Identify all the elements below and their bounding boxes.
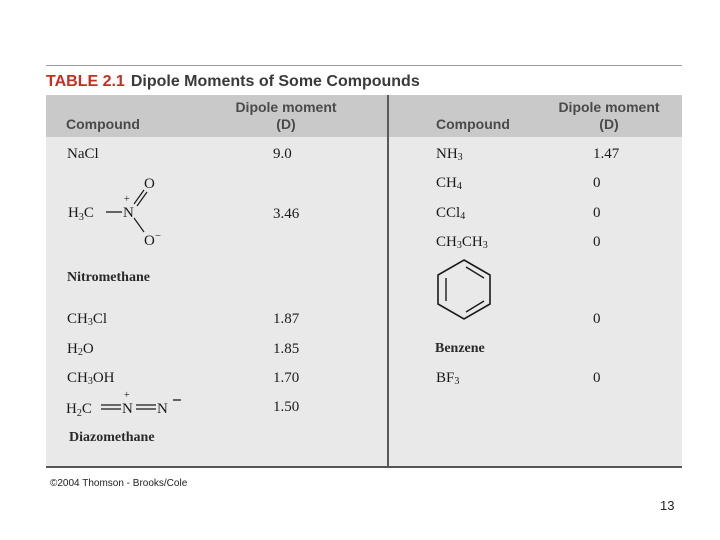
- table-caption: Dipole Moments of Some Compounds: [130, 73, 420, 90]
- table-header: [46, 95, 682, 137]
- name-nitromethane: Nitromethane: [67, 270, 150, 285]
- dipole-benzene: 0: [593, 311, 601, 327]
- compound-ch3cl: $CH_3Cl$: [67, 311, 108, 328]
- dipole-ch3cl: 1.87: [273, 311, 300, 327]
- svg-text:+: +: [124, 390, 130, 401]
- svg-text:N: N: [122, 401, 133, 417]
- table-number: TABLE 2.1: [46, 73, 125, 90]
- nitromethane-structure: [66, 173, 196, 253]
- name-diazomethane: Diazomethane: [69, 430, 155, 445]
- compound-nh3: $NH_3$: [436, 146, 463, 163]
- dipole-diazomethane: 1.50: [273, 399, 300, 415]
- column-divider: [387, 95, 389, 466]
- svg-text:H3C: $H_3C$: [68, 205, 94, 223]
- header-compound-left: Compound: [66, 116, 140, 132]
- compound-h2o: $H_2O$: [67, 341, 94, 358]
- dipole-ch3ch3: 0: [593, 234, 601, 250]
- compound-ch3oh: $CH_3OH$: [67, 370, 115, 387]
- name-benzene: Benzene: [435, 341, 485, 356]
- compound-nacl: NaCl: [67, 146, 99, 162]
- dipole-bf3: 0: [593, 370, 601, 386]
- compound-ch4: $CH_4$: [436, 175, 462, 192]
- dipole-h2o: 1.85: [273, 341, 300, 357]
- svg-text:N: N: [123, 205, 134, 221]
- compound-ch3ch3: $CH_3CH_3$: [436, 234, 488, 251]
- header-dipole-left: [226, 99, 346, 133]
- table-title: [46, 73, 420, 91]
- header-dipole-right: [549, 99, 669, 133]
- dipole-ch3oh: 1.70: [273, 370, 300, 386]
- svg-text:H2C: $H_2C$: [66, 401, 92, 419]
- compound-bf3: $BF_3$: [436, 370, 460, 387]
- dipole-nacl: 9.0: [273, 146, 292, 162]
- dipole-ccl4: 0: [593, 205, 601, 221]
- page-number: 13: [660, 498, 675, 513]
- header-dipole-right-line2: (D): [599, 116, 619, 132]
- dipole-nitromethane: 3.46: [273, 206, 300, 222]
- header-dipole-left-line1: Dipole moment: [235, 99, 337, 115]
- copyright-credit: ©2004 Thomson - Brooks/Cole: [50, 478, 188, 489]
- svg-text:N: N: [157, 401, 168, 417]
- top-rule: [46, 65, 682, 66]
- diazomethane-structure: [64, 388, 214, 420]
- header-dipole-left-line2: (D): [276, 116, 296, 132]
- header-dipole-right-line1: Dipole moment: [558, 99, 660, 115]
- dipole-nh3: 1.47: [593, 146, 620, 162]
- dipole-table: [46, 95, 682, 468]
- svg-text:O: O: [144, 176, 155, 192]
- header-compound-right: Compound: [436, 116, 510, 132]
- benzene-ring-icon: [436, 258, 496, 320]
- compound-ccl4: CCl$_4$: [436, 205, 466, 222]
- dipole-ch4: 0: [593, 175, 601, 191]
- svg-text:+: +: [124, 194, 130, 205]
- svg-text:O−: O−: [144, 230, 162, 249]
